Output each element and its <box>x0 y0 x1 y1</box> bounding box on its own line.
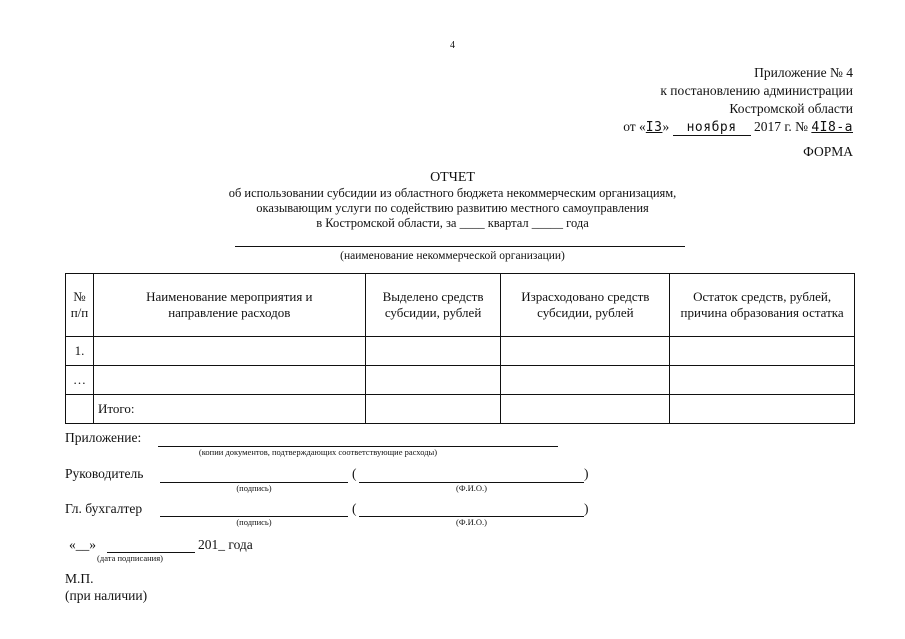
head-fio-close: ) <box>584 466 589 481</box>
seal-label: М.П. <box>65 571 94 586</box>
appendix-title: Приложение № 4 <box>754 65 853 80</box>
table-header-row <box>66 274 855 337</box>
accountant-signature-caption: (подпись) <box>236 517 272 527</box>
row-num: 1. <box>66 337 94 366</box>
sign-date-caption: (дата подписания) <box>97 553 163 563</box>
head-fio-open: ( <box>352 466 357 481</box>
row-remainder <box>670 395 855 424</box>
date-day: I3 <box>645 120 663 135</box>
table-row <box>66 337 855 366</box>
appendix-decree: к постановлению администрации <box>660 83 853 98</box>
report-subtitle-1: об использовании субсидии из областного бюджета некоммерческим организациям, <box>228 186 677 200</box>
date-mid: » <box>662 119 670 134</box>
org-name-line <box>235 246 685 247</box>
accountant-fio-open: ( <box>352 501 357 516</box>
head-signature-caption: (подпись) <box>236 483 272 493</box>
row-allocated <box>365 395 501 424</box>
head-fio-caption: (Ф.И.О.) <box>455 483 488 493</box>
header-remainder: Остаток средств, рублей, причина образования остатка <box>670 274 855 337</box>
header-allocated: Выделено средств субсидии, рублей <box>365 274 501 337</box>
appendix-date-line <box>623 118 853 137</box>
date-year: 2017 г. № <box>753 119 808 134</box>
form-label: ФОРМА <box>803 144 853 159</box>
date-prefix: от « <box>623 119 646 134</box>
report-table <box>65 273 855 424</box>
row-name <box>93 366 365 395</box>
report-title-block <box>0 170 905 231</box>
accountant-fio-close: ) <box>584 501 589 516</box>
appendix-region: Костромской области <box>729 101 853 116</box>
row-remainder <box>670 337 855 366</box>
sign-date-day: «__» <box>69 537 96 552</box>
seal-note: (при наличии) <box>65 588 148 603</box>
row-allocated <box>365 337 501 366</box>
attachment-caption: (копии документов, подтверждающих соответствующие расходы) <box>198 447 438 457</box>
attachment-label: Приложение: <box>65 430 142 445</box>
header-num: № п/п <box>66 274 94 337</box>
row-spent <box>501 366 670 395</box>
row-num: … <box>66 366 94 395</box>
date-month: ноября <box>686 120 737 135</box>
row-name <box>93 337 365 366</box>
row-num <box>66 395 94 424</box>
row-allocated <box>365 366 501 395</box>
header-activity: Наименование мероприятия и направление расходов <box>93 274 365 337</box>
accountant-fio-caption: (Ф.И.О.) <box>455 517 488 527</box>
row-total-label: Итого: <box>93 395 365 424</box>
decree-number: 4I8-а <box>811 120 853 135</box>
page-number: 4 <box>450 40 455 51</box>
header-spent: Израсходовано средств субсидии, рублей <box>501 274 670 337</box>
org-name-caption: (наименование некоммерческой организации) <box>340 250 565 262</box>
row-remainder <box>670 366 855 395</box>
table-row <box>66 366 855 395</box>
sign-date-year: 201_ года <box>198 537 253 552</box>
report-subtitle-2: оказывающим услуги по содействию развитию местного самоуправления <box>256 201 649 215</box>
row-spent <box>501 337 670 366</box>
accountant-label: Гл. бухгалтер <box>65 501 143 516</box>
appendix-header <box>623 64 853 137</box>
head-label: Руководитель <box>65 466 144 481</box>
report-title: ОТЧЕТ <box>430 170 475 185</box>
report-subtitle-3: в Костромской области, за ____ квартал _____ года <box>316 216 589 230</box>
table-row-total <box>66 395 855 424</box>
row-spent <box>501 395 670 424</box>
